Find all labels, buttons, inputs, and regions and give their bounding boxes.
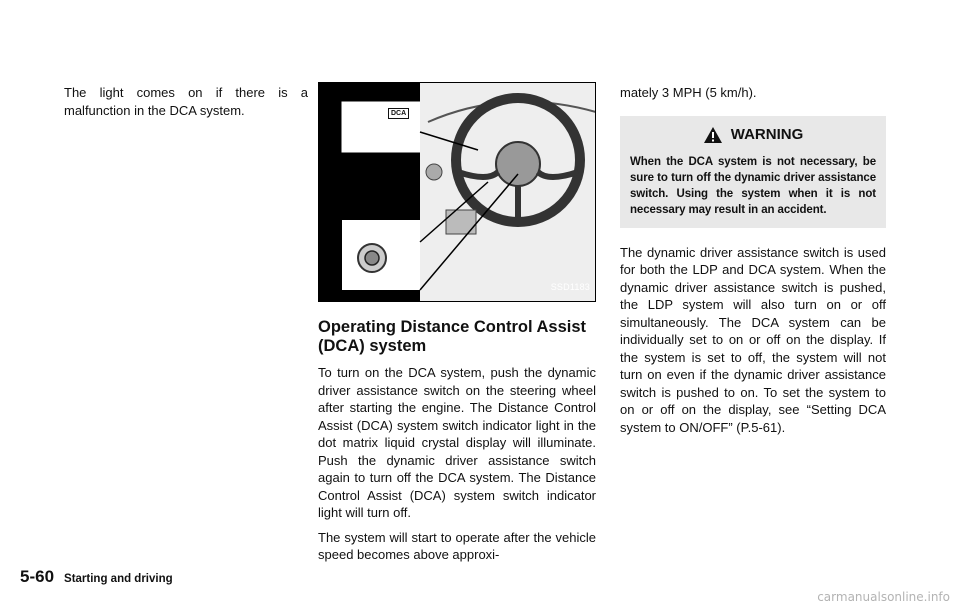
- page-footer: [20, 567, 173, 587]
- vent-icon: [426, 164, 442, 180]
- warning-title: WARNING: [730, 125, 804, 143]
- dca-indicator-tag: DCA: [388, 108, 409, 119]
- steering-wheel-figure: [318, 82, 596, 302]
- steering-hub: [496, 142, 540, 186]
- switch-paragraph: The dynamic driver assistance switch is used for both the LDP and DCA system. When the dynamic driver assistance switch is pushed, the LDP system will also turn on or off simultaneously. The DCA system can be individually set to on or off on the display. If the system is set to off, the system will not turn on even if the dynamic driver assistance switch is pushed to on. To set the system to on or off on the display, see “Setting DCA system to ON/OFF” (P.5-61).: [620, 244, 886, 435]
- figure-code: SSD1183: [550, 281, 590, 292]
- warning-text: When the DCA system is not necessary, be sure to turn off the dynamic driver assistance switch. Using the system when it is not necessary may result in an accident.: [630, 155, 876, 216]
- watermark: carmanualsonline.info: [817, 590, 950, 604]
- warning-header: [630, 126, 876, 144]
- section-heading: Operating Distance Control Assist (DCA) system: [318, 318, 587, 355]
- right-column: [620, 84, 886, 443]
- steering-wheel-illustration: [318, 82, 596, 302]
- speed-continuation: mately 3 MPH (5 km/h).: [620, 85, 757, 100]
- section-name: Starting and driving: [64, 573, 173, 585]
- warning-triangle-icon: [703, 126, 723, 144]
- dca-speed-paragraph: The system will start to operate after the vehicle speed becomes above approxi-: [318, 529, 596, 562]
- middle-column: [318, 82, 596, 571]
- dca-operation-paragraph: To turn on the DCA system, push the dynamic driver assistance switch on the steering wheel after starting the engine. The Distance Control Assist (DCA) system switch indicator light in the dot matrix liquid crystal display will illuminate. Push the dynamic driver assistance switch again to turn off the DCA system. The Distance Control Assist (DCA) system switch indicator light will turn off.: [318, 365, 596, 520]
- switch-button-center: [365, 251, 379, 265]
- left-column: [64, 84, 308, 126]
- warning-box: [620, 116, 886, 228]
- console-panel: [446, 210, 476, 234]
- page-number: 5-60: [20, 567, 55, 586]
- malfunction-paragraph: The light comes on if there is a malfunction in the DCA system.: [64, 85, 308, 118]
